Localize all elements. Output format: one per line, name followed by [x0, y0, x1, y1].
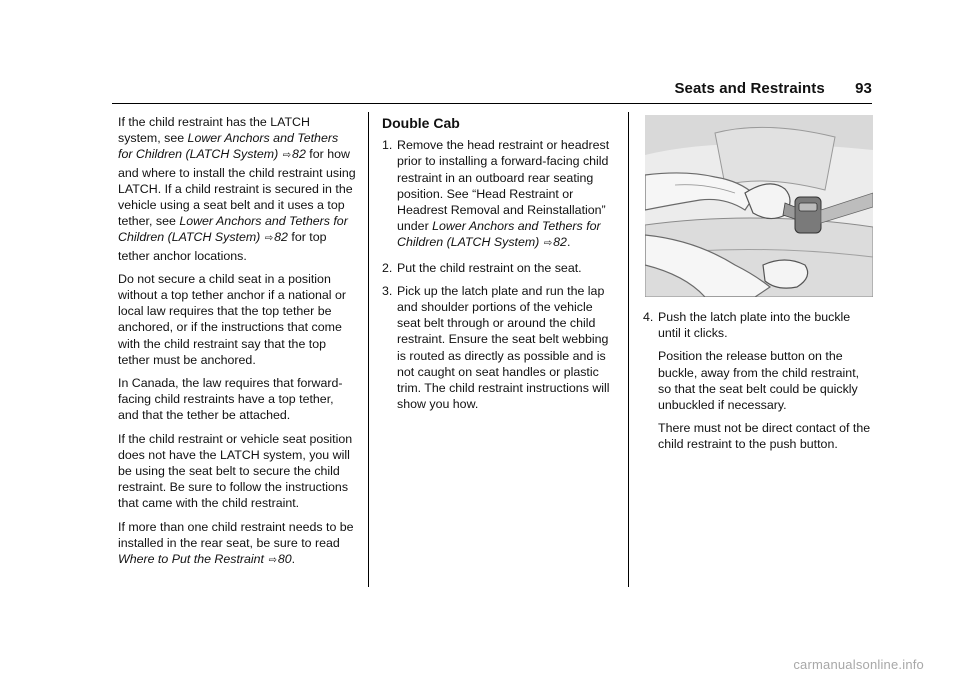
step-item: 2. Put the child restraint on the seat.	[382, 260, 582, 275]
paragraph-canada: In Canada, the law requires that forward-facing child restraints have a top tether, and that the tether be attached.	[118, 376, 343, 423]
column-divider-left	[368, 112, 369, 587]
xref-page[interactable]: 82	[553, 235, 567, 250]
column-left	[118, 114, 356, 576]
header-rule	[112, 103, 872, 104]
xref-latch-link[interactable]: Lower Anchors and Tethers for Children (LATCH System)	[118, 131, 339, 162]
step-detail	[658, 348, 875, 452]
column-divider-right	[628, 112, 629, 587]
column-middle	[382, 115, 618, 419]
buckle-illustration	[645, 115, 873, 297]
paragraph-top-tether-law: Do not secure a child seat in a position without a top tether anchor if a national or local law requires that the top tether be anchored, or if the instructions that come with the child restraint say that the top tether must be anchored.	[118, 271, 346, 367]
paragraph-no-latch: If the child restraint or vehicle seat position does not have the LATCH system, you will be using the seat belt to secure the child restraint. Be sure to follow the instructions that came with the child restraint.	[118, 431, 353, 511]
xref-where-to-put-link[interactable]: Where to Put the Restraint	[118, 552, 265, 567]
step-number: 4.	[643, 310, 654, 324]
step-item: 3. Pick up the latch plate and run the lap and shoulder portions of the vehicle seat belt through or around the child restraint. Ensure the seat belt webbing is routed as directly as possible and is not caught on seat handles or plastic trim. The child restraint instructions will show you how.	[382, 283, 610, 412]
xref-page[interactable]: 80	[277, 552, 292, 567]
step-detail-paragraph: There must not be direct contact of the child restraint to the push button.	[658, 421, 871, 452]
step-detail-paragraph: Position the release button on the buckle, away from the child restraint, so that the seat belt could be quickly unbuckled if necessary.	[658, 349, 860, 413]
step-item: 4. Push the latch plate into the buckle until it clicks. Position the release button on the buckle, away from the child restraint, so that the seat belt could be quickly unbuckled if necessary. There must not be direct contact of the child restraint to the push button.	[643, 309, 875, 453]
page-header	[674, 80, 872, 97]
subheading-double-cab: Double Cab	[382, 115, 460, 131]
xref-arrow-icon: ⇨	[543, 238, 553, 250]
xref-latch-link[interactable]: Lower Anchors and Tethers for Children (LATCH System)	[397, 219, 601, 250]
step-number: 3.	[382, 283, 393, 298]
xref-arrow-icon: ⇨	[268, 555, 277, 567]
xref-latch-link[interactable]: Lower Anchors and Tethers for Children (LATCH System)	[118, 214, 348, 245]
step-number: 1.	[382, 138, 393, 153]
step-number: 2.	[382, 260, 393, 275]
watermark: carmanualsonline.info	[793, 657, 924, 672]
xref-page[interactable]: 82	[274, 230, 288, 245]
xref-arrow-icon: ⇨	[282, 150, 292, 162]
xref-page[interactable]: 82	[292, 147, 306, 162]
xref-arrow-icon: ⇨	[264, 233, 274, 245]
step-item: 1. Remove the head restraint or headrest prior to installing a forward-facing child restraint in an outboard rear seating position. See “Head Restraint or Headrest Removal and Reinstallation” under Lower Anchors and Tethers for Children (LATCH System) ⇨82.	[382, 138, 610, 250]
steps-list-continued	[643, 309, 875, 453]
paragraph-latch-system: If the child restraint has the LATCH system, see Lower Anchors and Tethers for Children (LATCH System) ⇨82 for how and where to install the child restraint using LATCH. If a child restraint is secured in the vehicle using a seat belt and it uses a top tether, see Lower Anchors and Tethers for Children (LATCH System) ⇨82 for top tether anchor locations.	[118, 115, 356, 263]
paragraph-multiple-restraints: If more than one child restraint needs to be installed in the rear seat, be sure to read Where to Put the Restraint ⇨80.	[118, 519, 354, 567]
steps-list	[382, 137, 618, 412]
column-right	[643, 115, 875, 460]
section-title: Seats and Restraints	[674, 80, 825, 97]
page-number: 93	[855, 80, 872, 97]
